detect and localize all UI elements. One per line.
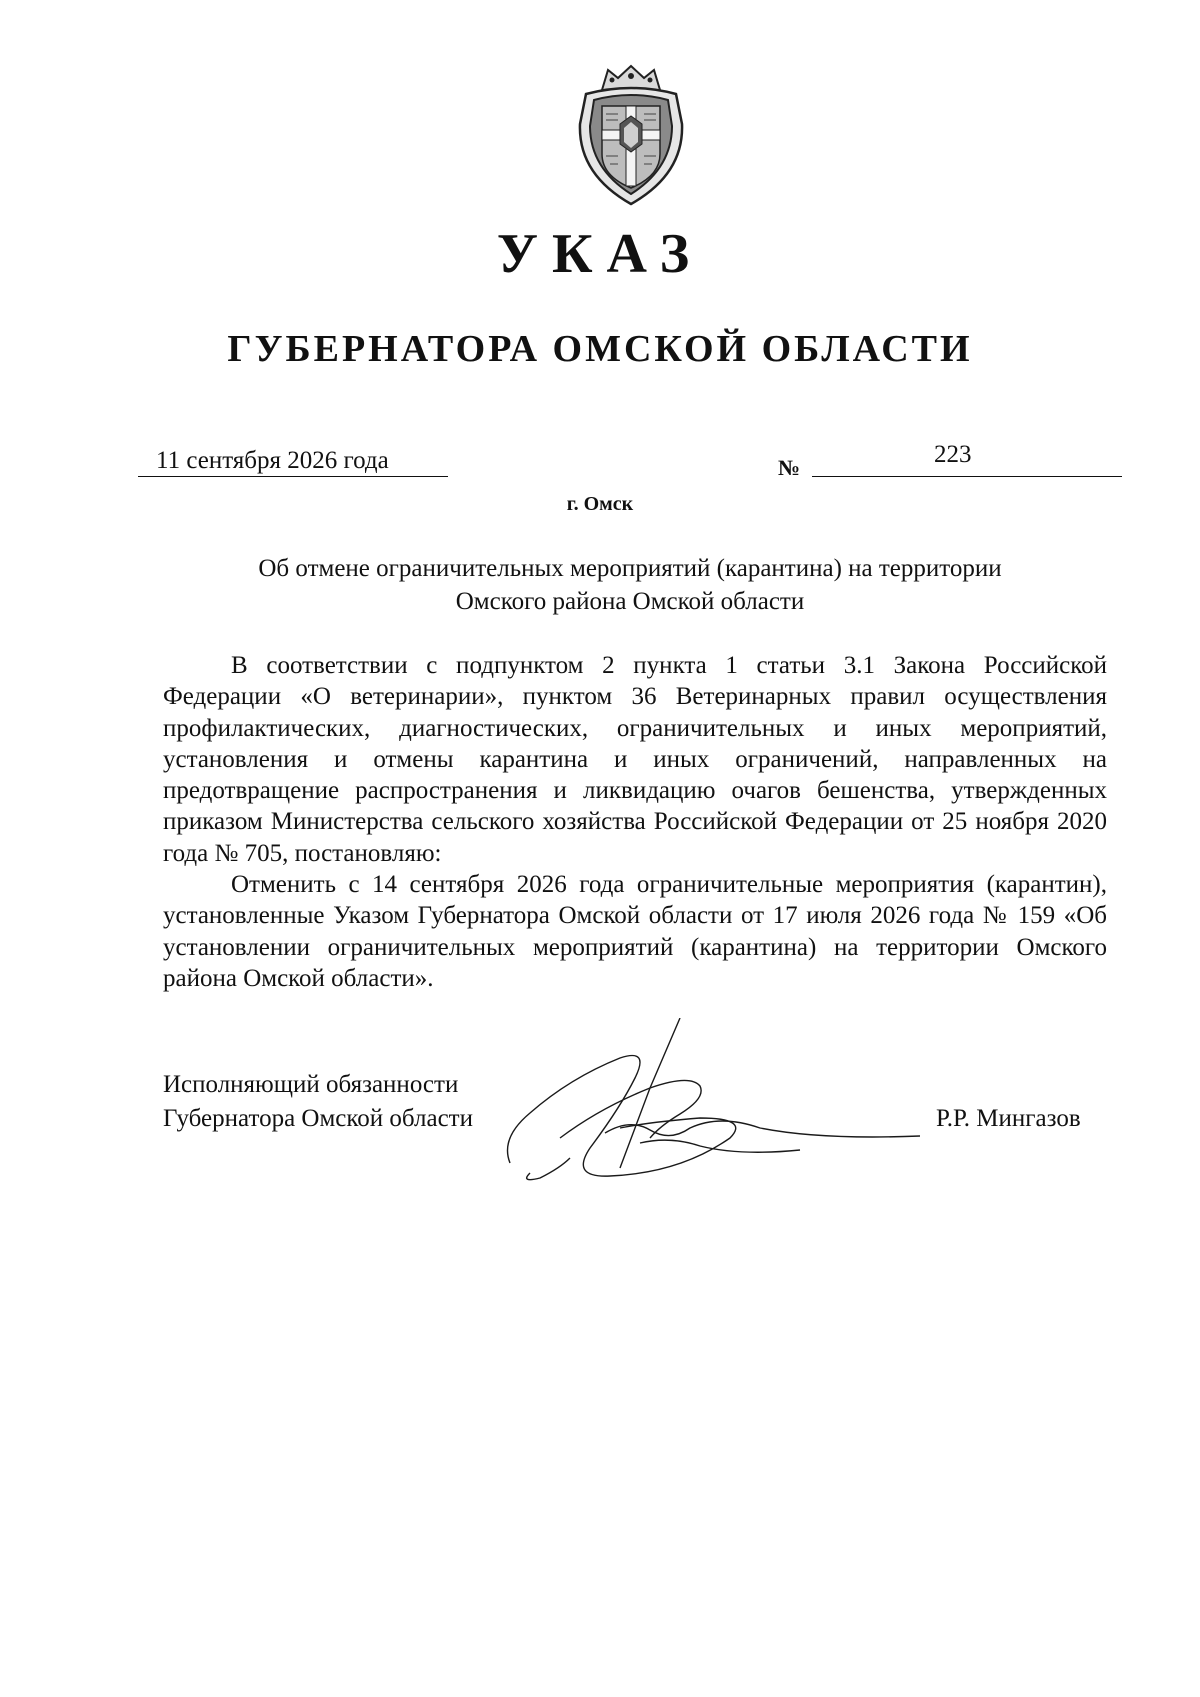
coat-of-arms-icon	[572, 64, 690, 206]
document-date-field	[138, 446, 448, 477]
signatory-position-line: Губернатора Омской области	[163, 1105, 473, 1132]
signatory-name: Р.Р. Мингазов	[936, 1105, 1081, 1132]
document-subject	[140, 552, 1120, 618]
document-body	[163, 650, 1107, 994]
subject-line: Омского района Омской области	[455, 588, 805, 615]
document-issuer: ГУБЕРНАТОРА ОМСКОЙ ОБЛАСТИ	[227, 328, 973, 370]
subject-line: Об отмене ограничительных мероприятий (карантина) на территории	[258, 555, 1002, 582]
document-date: 11 сентября 2026 года	[156, 447, 389, 474]
body-paragraph: Отменить с 14 сентября 2026 года ограничительные мероприятия (карантин), установленные Указом Губернатора Омской области от 17 июля 2026 года № 159 «Об установлении ограничительных мероприятий (карантина) на территории Омского района Омской области».	[163, 871, 1107, 992]
number-sign: №	[778, 455, 801, 480]
document-title: УКАЗ	[496, 223, 704, 285]
body-paragraph: В соответствии с подпунктом 2 пункта 1 статьи 3.1 Закона Российской Федерации «О ветеринарии», пунктом 36 Ветеринарных правил осуществления профилактических, диагностических, ограничительных и иных мероприятий, установления и отмены карантина и иных ограничений, направленных на предотвращение распространения и ликвидацию очагов бешенства, утвержденных приказом Министерства сельского хозяйства Российской Федерации от 25 ноября 2020 года № 705, постановляю:	[163, 652, 1107, 867]
document-city: г. Омск	[566, 493, 634, 515]
signatory-position-line: Исполняющий обязанности	[163, 1071, 459, 1098]
handwritten-signature-icon	[500, 1018, 920, 1188]
signatory-position	[163, 1068, 473, 1136]
document-number: 223	[934, 441, 972, 468]
document-number-field	[812, 441, 1122, 477]
